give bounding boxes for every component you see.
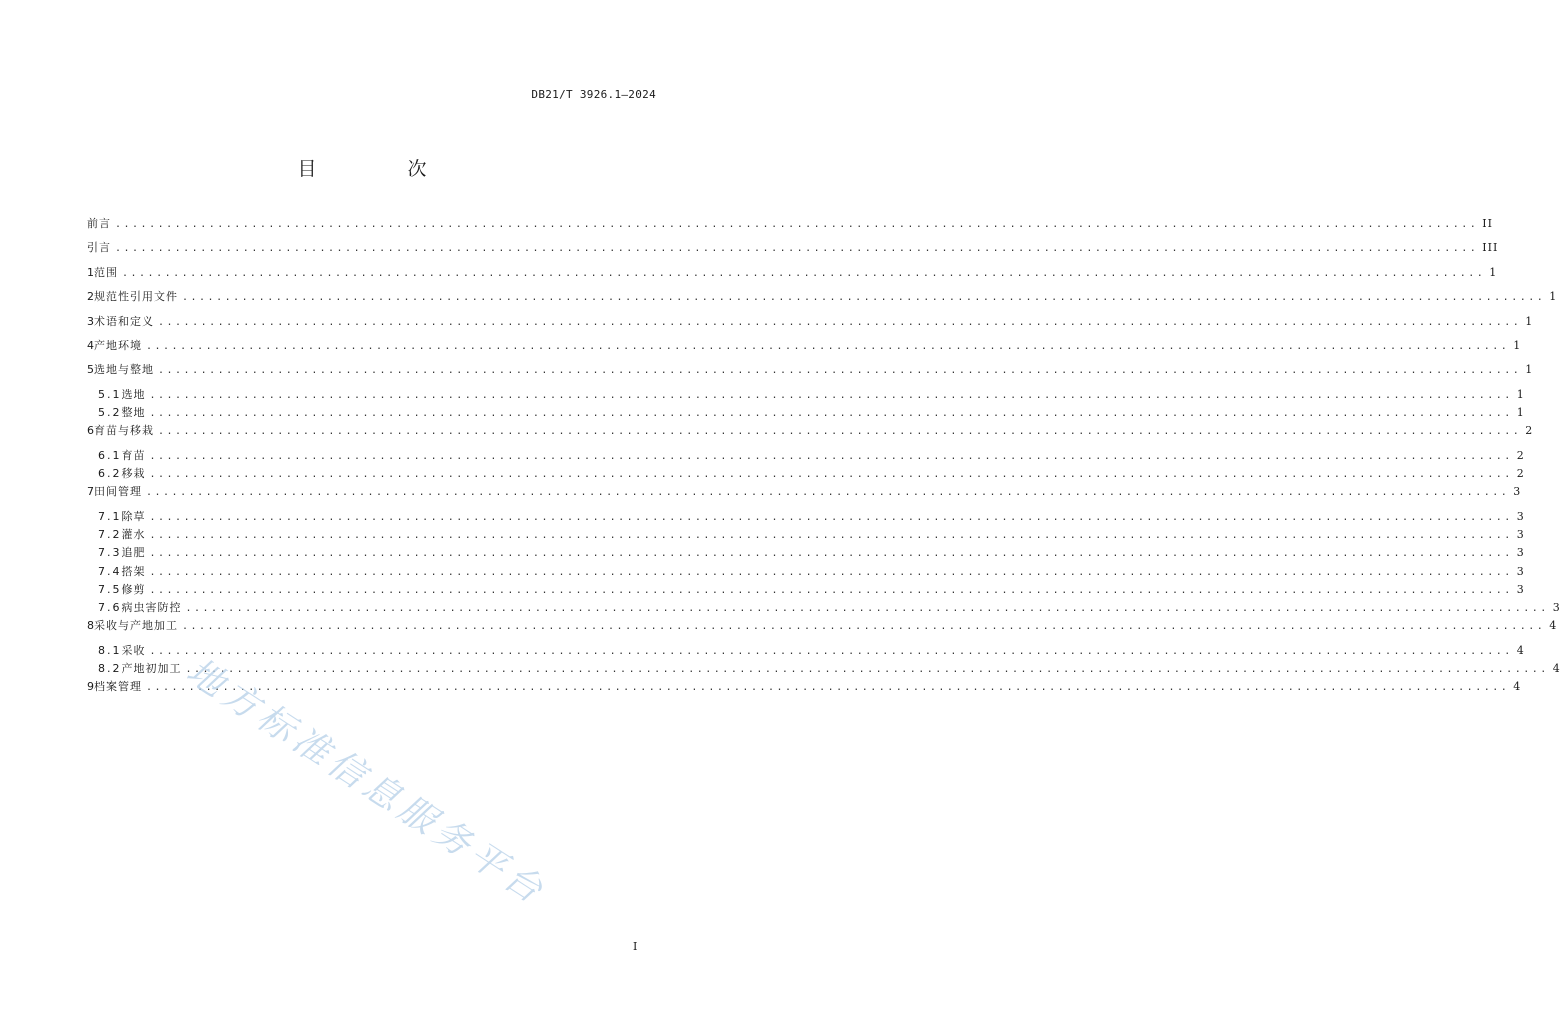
toc-leader-dots: ................................................................................................................................................................ [185, 603, 1549, 615]
toc-entry-number: 1 [87, 265, 94, 279]
toc-leader-dots: ................................................................................................................................................................ [149, 530, 1513, 541]
toc-entry-page: 1 [1513, 338, 1522, 352]
toc-entry[interactable] [87, 406, 1525, 425]
page-title: 目 次 [297, 158, 463, 180]
toc-entry-page: III [1482, 241, 1499, 255]
toc-entry-number: 3 [87, 314, 94, 328]
toc-entry-number: 6.1 [98, 448, 122, 462]
toc-entry-page: 1 [1549, 290, 1558, 304]
toc-entry[interactable] [87, 241, 1499, 266]
toc-entry[interactable] [87, 387, 1525, 407]
toc-entry-label: 术语和定义 [94, 314, 154, 328]
toc-entry[interactable] [87, 643, 1525, 663]
toc-entry-page: 4 [1549, 619, 1558, 633]
watermark: 地方标准信息服务平台 [179, 650, 554, 914]
toc-entry-label: 病虫害防控 [121, 601, 182, 615]
toc-entry-number: 5 [87, 363, 94, 377]
toc-entry[interactable] [87, 314, 1534, 340]
toc-leader-dots: ................................................................................................................................................................ [149, 469, 1513, 481]
toc-leader-dots: ................................................................................................................................................................ [182, 621, 1546, 633]
toc-leader-dots: ................................................................................................................................................................ [158, 365, 1522, 377]
toc-leader-dots: ................................................................................................................................................................ [149, 645, 1513, 657]
toc-leader-dots: ................................................................................................................................................................ [185, 664, 1549, 676]
toc-entry-label: 育苗 [121, 448, 146, 462]
toc-entry-page: 3 [1516, 528, 1525, 541]
toc-entry-page: 1 [1525, 363, 1534, 377]
toc-leader-dots: ................................................................................................................................................................ [149, 389, 1513, 401]
toc-leader-dots: ................................................................................................................................................................ [149, 584, 1513, 596]
toc-leader-dots: ................................................................................................................................................................ [146, 682, 1510, 694]
toc-entry[interactable] [87, 217, 1493, 242]
toc-entry-label: 选地 [121, 387, 146, 401]
toc-leader-dots: ................................................................................................................................................................ [158, 426, 1522, 438]
toc-entry[interactable] [87, 363, 1534, 388]
toc-entry-label: 采收与产地加工 [94, 619, 178, 633]
toc-entry-number: 7.6 [98, 601, 122, 615]
toc-entry-label: 前言 [87, 217, 111, 230]
toc-entry-number: 7 [87, 485, 94, 499]
toc-entry[interactable] [87, 680, 1522, 705]
toc-entry-label: 除草 [121, 509, 146, 523]
toc-entry-number: 8.1 [98, 643, 122, 657]
toc-entry[interactable] [87, 424, 1534, 449]
toc-entry-label: 田间管理 [94, 485, 142, 499]
toc-entry[interactable] [87, 582, 1525, 602]
toc-entry-page: 2 [1516, 467, 1525, 481]
toc-leader-dots: ................................................................................................................................................................ [149, 408, 1513, 420]
toc-entry-label: 采收 [121, 643, 146, 657]
toc-entry-page: 3 [1516, 564, 1525, 578]
toc-entry-number: 7.5 [98, 582, 122, 596]
toc-entry-label: 引言 [87, 241, 111, 255]
toc-entry-number: 7.3 [98, 546, 122, 560]
toc-entry-number: 5.1 [98, 387, 122, 401]
toc-leader-dots: ................................................................................................................................................................ [182, 292, 1546, 304]
toc-entry[interactable] [87, 467, 1525, 486]
toc-entry-page: 4 [1513, 680, 1522, 694]
toc-entry-page: 2 [1525, 424, 1534, 438]
toc-entry[interactable] [87, 509, 1525, 529]
toc-entry-number: 2 [87, 290, 94, 304]
toc-entry-label: 整地 [121, 406, 146, 420]
toc-entry-page: 3 [1516, 582, 1525, 596]
toc-entry-label: 修剪 [121, 582, 146, 596]
toc-leader-dots: ................................................................................................................................................................ [115, 219, 1479, 230]
toc-entry-label: 追肥 [121, 546, 146, 560]
toc-leader-dots: ................................................................................................................................................................ [149, 511, 1513, 523]
page-number: I [633, 940, 638, 953]
table-of-contents [87, 217, 1561, 706]
toc-entry-page: 3 [1513, 485, 1522, 499]
toc-entry-number: 8.2 [98, 662, 122, 676]
toc-leader-dots: ................................................................................................................................................................ [149, 450, 1513, 462]
toc-entry-label: 选地与整地 [94, 363, 154, 377]
toc-entry[interactable] [87, 601, 1561, 620]
toc-entry[interactable] [87, 528, 1525, 547]
toc-entry-number: 7.2 [98, 528, 122, 541]
toc-entry[interactable] [87, 265, 1498, 291]
toc-entry-number: 4 [87, 338, 94, 352]
toc-entry[interactable] [87, 290, 1558, 315]
toc-entry-number: 7.1 [98, 509, 122, 523]
toc-leader-dots: ................................................................................................................................................................ [158, 316, 1522, 328]
toc-entry[interactable] [87, 448, 1525, 468]
toc-entry-page: 4 [1516, 643, 1525, 657]
toc-entry-page: 1 [1516, 387, 1525, 401]
toc-entry-label: 产地环境 [94, 338, 142, 352]
toc-leader-dots: ................................................................................................................................................................ [146, 340, 1510, 352]
toc-entry-label: 档案管理 [94, 680, 142, 694]
toc-entry-page: 4 [1552, 662, 1561, 676]
toc-leader-dots: ................................................................................................................................................................ [146, 487, 1510, 499]
toc-entry-page: II [1482, 217, 1493, 230]
toc-leader-dots: ................................................................................................................................................................ [122, 267, 1486, 279]
toc-entry-page: 1 [1516, 406, 1525, 420]
toc-entry-number: 7.4 [98, 564, 122, 578]
toc-entry-label: 移栽 [121, 467, 146, 481]
toc-leader-dots: ................................................................................................................................................................ [149, 548, 1513, 560]
toc-entry[interactable] [87, 546, 1525, 565]
toc-entry-label: 育苗与移栽 [94, 424, 154, 438]
toc-entry-label: 产地初加工 [121, 662, 182, 676]
toc-entry[interactable] [87, 485, 1522, 510]
toc-entry-label: 灌水 [121, 528, 146, 541]
toc-entry-page: 1 [1489, 265, 1498, 279]
toc-entry-number: 6 [87, 424, 94, 438]
toc-entry-page: 3 [1516, 546, 1525, 560]
toc-leader-dots: ................................................................................................................................................................ [115, 243, 1479, 255]
toc-entry-number: 8 [87, 619, 94, 633]
toc-entry-number: 9 [87, 680, 94, 694]
toc-entry-label: 规范性引用文件 [94, 290, 178, 304]
toc-entry-page: 3 [1516, 509, 1525, 523]
toc-entry-label: 范围 [94, 265, 118, 279]
toc-entry[interactable] [87, 338, 1522, 364]
toc-entry-number: 6.2 [98, 467, 122, 481]
toc-entry[interactable] [87, 564, 1525, 584]
toc-entry[interactable] [87, 619, 1558, 644]
toc-entry-page: 1 [1525, 314, 1534, 328]
standard-code: DB21/T 3926.1—2024 [531, 88, 656, 101]
toc-leader-dots: ................................................................................................................................................................ [149, 566, 1513, 578]
toc-entry-label: 搭架 [121, 564, 146, 578]
toc-entry-page: 3 [1552, 601, 1561, 615]
toc-entry-page: 2 [1516, 448, 1525, 462]
toc-entry-number: 5.2 [98, 406, 122, 420]
toc-entry[interactable] [87, 662, 1561, 681]
